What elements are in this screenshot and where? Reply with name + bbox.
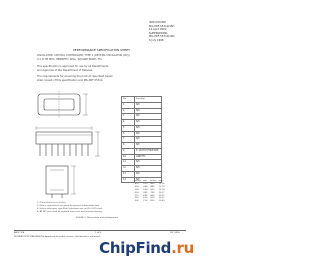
pin-function: N/C xyxy=(135,102,162,108)
pin-function: N/C xyxy=(135,160,162,166)
dim-cell: 20.27 xyxy=(158,191,165,194)
table-row xyxy=(133,200,166,203)
dim-cell: 12.19 xyxy=(158,185,165,188)
dim-cell: 7.62 xyxy=(143,200,148,203)
dim-cell: 10.16 xyxy=(158,182,165,185)
dim-cell: .400 xyxy=(149,182,155,185)
header-line: 15 April 2002 xyxy=(149,28,167,31)
note-line: 1. Dimensions are in inches. xyxy=(37,202,67,204)
dim-cell: .175 xyxy=(134,194,139,197)
note-line: 4. All N/C pins shall be isolated from case and internal circuitry. xyxy=(37,211,103,213)
intro-line: This specification is approved for use by all Departments xyxy=(37,65,109,68)
pin-number: 10 xyxy=(122,154,135,160)
dim-cell: .810 xyxy=(149,197,155,200)
dim-cell: Inches xyxy=(134,180,141,182)
dim-cell: 6.35 xyxy=(143,197,148,200)
note-line: 2. Metric equivalents are given for general information only. xyxy=(37,205,100,207)
dim-cell: 20.32 xyxy=(158,194,165,197)
dim-cell: 20.57 xyxy=(158,197,165,200)
package-drawing xyxy=(28,90,120,200)
intro-line: The requirements for acquiring the product described herein xyxy=(37,75,113,78)
figure-caption: FIGURE 1. Dimensions and configuration. xyxy=(76,217,119,219)
pin-number: 14 xyxy=(122,177,135,183)
dim-cell: 3.81 xyxy=(143,191,148,194)
dim-cell: .800 xyxy=(149,194,155,197)
pin-function: GND/TTL xyxy=(135,154,162,160)
pin-function: N/C xyxy=(135,131,162,137)
chipfind-logo xyxy=(99,239,194,257)
note-line: 3. Unless otherwise specified, tolerances are ±.010 (0.25 mm). xyxy=(37,208,103,210)
dim-cell: mm xyxy=(158,180,163,182)
header-line: INCH-POUND xyxy=(149,21,166,24)
dimension-table xyxy=(133,180,166,203)
header-line: MIL-PRF-55310/16H xyxy=(149,24,175,28)
pin-number: 8 xyxy=(122,143,135,149)
dim-cell: 0.25 xyxy=(143,182,148,185)
dim-cell: .300 xyxy=(134,200,139,203)
header-line: SUPERSEDING xyxy=(149,31,168,35)
pin-function: N/C xyxy=(135,108,162,114)
pin-function: N/C xyxy=(135,143,162,149)
pin-number: 3 xyxy=(122,114,135,120)
footer-amsc: AMSC N/A xyxy=(14,232,25,234)
footer-distribution: DISTRIBUTION STATEMENT A. Approved for public release; distribution is unlimited. xyxy=(14,235,101,238)
dim-cell: mm xyxy=(143,180,147,182)
pin-number: 5 xyxy=(122,125,135,131)
pin-function: N/C xyxy=(135,166,162,172)
column-header: Pin xyxy=(122,97,135,103)
dim-cell: 20.83 xyxy=(158,200,165,203)
intro-line: and Agencies of the Department of Defense. xyxy=(37,68,93,72)
pin-function: N/C xyxy=(135,114,162,120)
pin-number: 2 xyxy=(122,108,135,114)
title-line: OSCILLATOR, CRYSTAL CONTROLLED, TYPE 1 (CRYSTAL OSCILLATOR (XO)), xyxy=(37,54,131,57)
dim-cell: .010 xyxy=(134,182,139,185)
intro-line: shall consist of this specification and MIL-PRF-55310. xyxy=(37,78,104,82)
dim-cell: .600 xyxy=(149,188,155,191)
pin-number: 1 xyxy=(122,102,135,108)
pin-number: 13 xyxy=(122,171,135,177)
dim-cell: .018 xyxy=(134,185,139,188)
header-line: 6 July 1998 xyxy=(149,38,164,42)
pin-function: N/C xyxy=(135,120,162,126)
dim-cell: .820 xyxy=(149,200,155,203)
pin-number: 11 xyxy=(122,160,135,166)
pin-function: N/C xyxy=(135,171,162,177)
dim-cell: .250 xyxy=(134,197,139,200)
dim-cell: 0.46 xyxy=(143,185,148,188)
pin-number: 9 xyxy=(122,148,135,154)
footer-page-number: 1 of 9 xyxy=(95,232,101,234)
title-line: 0.1 to 85 MHz, HERMETIC SEAL, SQUARE WAVE, TTL xyxy=(37,57,102,61)
dim-cell: 4.45 xyxy=(143,194,148,197)
dim-cell: 15.24 xyxy=(158,188,165,191)
pin-function: E, OUTPUT/TRISTATE xyxy=(135,148,162,154)
logo-brand: ChipFind xyxy=(99,239,172,257)
pin-number: 6 xyxy=(122,131,135,137)
dim-cell: .480 xyxy=(149,185,155,188)
footer-fsc: FSC 5955 xyxy=(170,232,180,234)
pin-function: N/C xyxy=(135,125,162,131)
dim-cell: 2.54 xyxy=(143,188,148,191)
page-title: PERFORMANCE SPECIFICATION SHEET xyxy=(73,48,130,52)
dim-cell: .100 xyxy=(134,188,139,191)
dim-cell: Inches xyxy=(149,180,157,182)
pin-function: N/C xyxy=(135,137,162,143)
pin-function-table xyxy=(121,96,162,183)
dim-cell: .798 xyxy=(149,191,155,194)
pin-number: 12 xyxy=(122,166,135,172)
pin-function: N/C xyxy=(135,177,162,183)
dim-cell: .150 xyxy=(134,191,139,194)
column-header: Function xyxy=(135,97,162,103)
header-line: MIL-PRF-55310/16G xyxy=(149,35,175,38)
pin-number: 4 xyxy=(122,120,135,126)
logo-tld: .ru xyxy=(171,239,194,257)
pin-number: 7 xyxy=(122,137,135,143)
